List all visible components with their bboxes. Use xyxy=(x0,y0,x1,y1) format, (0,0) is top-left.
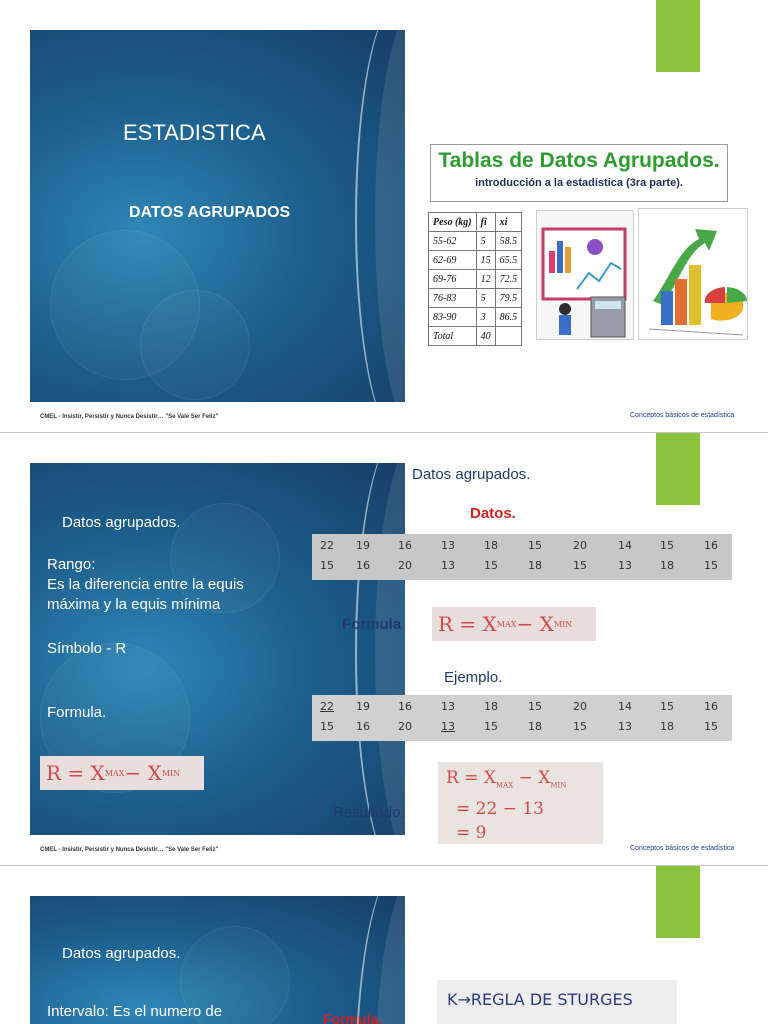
table-cell xyxy=(495,327,522,346)
formula-label: Formula. xyxy=(47,704,107,721)
intervalo-panel xyxy=(30,896,405,1024)
data-value: 15 xyxy=(320,720,334,733)
table-cell: 58.5 xyxy=(495,232,522,251)
image-banner xyxy=(430,144,728,202)
footer-motto: CMEL - Insistir, Persistir y Nunca Desistir… "Se Vale Ser Feliz" xyxy=(40,847,219,853)
data-value: 18 xyxy=(484,539,498,552)
formula-max: MAX xyxy=(495,781,514,790)
table-row xyxy=(429,232,522,251)
panel-heading: Datos agrupados. xyxy=(62,514,181,531)
formula-min: MIN xyxy=(161,768,181,778)
right-formula xyxy=(432,607,596,641)
data-value: 16 xyxy=(398,539,412,552)
data-value: 22 xyxy=(320,539,334,552)
data-value: 18 xyxy=(484,700,498,713)
table-cell: Total xyxy=(429,327,477,346)
green-tab xyxy=(656,433,700,505)
data-value: 13 xyxy=(441,700,455,713)
formula-mid: − X xyxy=(513,768,551,788)
table-row xyxy=(429,270,522,289)
table-header: fi xyxy=(476,213,495,232)
table-cell: 86.5 xyxy=(495,308,522,327)
ejemplo-label: Ejemplo. xyxy=(444,669,503,686)
data-value: 15 xyxy=(484,559,498,572)
whiteboard-clipart xyxy=(536,210,634,340)
formula-right-label: Formula xyxy=(342,616,402,633)
growth-chart-clipart xyxy=(638,208,748,340)
slide-2 xyxy=(0,433,768,865)
data-value: 19 xyxy=(356,539,370,552)
table-cell: 76-83 xyxy=(429,289,477,308)
data-value: 15 xyxy=(573,720,587,733)
data-value: 13 xyxy=(441,539,455,552)
table-header-row xyxy=(429,213,522,232)
table-cell: 5 xyxy=(476,232,495,251)
result-calculation xyxy=(438,762,603,844)
formula-label: Formula. xyxy=(323,1011,383,1024)
formula-max: MAX xyxy=(104,768,125,778)
data-value: 18 xyxy=(660,720,674,733)
formula-min: MIN xyxy=(550,781,567,790)
data-value: 14 xyxy=(618,539,632,552)
table-row xyxy=(429,327,522,346)
formula-lhs: R = X xyxy=(46,761,105,785)
table-cell: 3 xyxy=(476,308,495,327)
formula-mid: − X xyxy=(516,612,554,636)
data-value: 15 xyxy=(704,559,718,572)
slide-title: ESTADISTICA xyxy=(123,120,266,145)
sturges-note xyxy=(437,980,677,1024)
data-value: 16 xyxy=(704,700,718,713)
data-value: 15 xyxy=(660,539,674,552)
table-cell: 5 xyxy=(476,289,495,308)
data-value: 15 xyxy=(320,559,334,572)
data-value: 18 xyxy=(528,720,542,733)
rango-description: Es la diferencia entre la equis máxima y la equis mínima xyxy=(47,576,244,613)
slide-subtitle: DATOS AGRUPADOS xyxy=(129,204,291,221)
data-value: 13 xyxy=(441,720,455,733)
data-value: 15 xyxy=(484,720,498,733)
data-value: 15 xyxy=(528,700,542,713)
data-numbers xyxy=(312,534,732,580)
data-value: 13 xyxy=(618,720,632,733)
data-value: 15 xyxy=(704,720,718,733)
frequency-table xyxy=(428,212,522,346)
footer-topic: Conceptos básicos de estadística xyxy=(630,412,735,419)
data-value: 16 xyxy=(704,539,718,552)
data-value: 13 xyxy=(618,559,632,572)
rango-label: Rango: xyxy=(47,556,96,573)
datos-agrupados-image xyxy=(424,140,752,342)
data-value: 15 xyxy=(573,559,587,572)
table-cell: 83-90 xyxy=(429,308,477,327)
data-value: 16 xyxy=(356,720,370,733)
green-tab xyxy=(656,866,700,938)
result-line-1 xyxy=(446,766,595,797)
table-cell: 55-62 xyxy=(429,232,477,251)
sturges-text: K→REGLA DE STURGES xyxy=(447,990,633,1009)
data-value: 15 xyxy=(528,539,542,552)
table-header: xi xyxy=(495,213,522,232)
data-value: 14 xyxy=(618,700,632,713)
result-line-3: = 9 xyxy=(456,823,487,844)
result-line-2: = 22 − 13 xyxy=(456,799,544,820)
data-value: 18 xyxy=(528,559,542,572)
data-value: 16 xyxy=(356,559,370,572)
table-cell: 40 xyxy=(476,327,495,346)
right-title: Datos agrupados. xyxy=(412,466,531,483)
data-value: 22 xyxy=(320,700,334,713)
datos-label: Datos. xyxy=(470,505,516,522)
green-tab xyxy=(656,0,700,72)
formula-mid: − X xyxy=(124,761,162,785)
table-cell: 65.5 xyxy=(495,251,522,270)
growth-arrow-icon xyxy=(639,209,749,341)
slide-1 xyxy=(0,0,768,432)
data-value: 16 xyxy=(398,700,412,713)
data-value: 18 xyxy=(660,559,674,572)
footer-topic: Conceptos básicos de estadística xyxy=(630,845,735,852)
data-value: 15 xyxy=(660,700,674,713)
formula-min: MIN xyxy=(553,619,573,629)
panel-formula xyxy=(40,756,204,790)
data-value: 20 xyxy=(398,720,412,733)
table-cell: 69-76 xyxy=(429,270,477,289)
slide-3 xyxy=(0,866,768,1024)
simbolo-label: Símbolo - R xyxy=(47,640,127,657)
table-cell: 62-69 xyxy=(429,251,477,270)
whiteboard-chart-icon xyxy=(537,211,635,341)
formula-lhs: R = X xyxy=(438,612,497,636)
table-cell: 12 xyxy=(476,270,495,289)
table-row xyxy=(429,289,522,308)
example-numbers xyxy=(312,695,732,741)
data-value: 20 xyxy=(573,539,587,552)
panel-heading: Datos agrupados. xyxy=(62,945,181,962)
table-row xyxy=(429,308,522,327)
formula-max: MAX xyxy=(496,619,517,629)
table-cell: 72.5 xyxy=(495,270,522,289)
image-title: Tablas de Datos Agrupados. xyxy=(438,149,720,172)
intervalo-text: Intervalo: Es el numero de xyxy=(47,1003,223,1020)
data-value: 13 xyxy=(441,559,455,572)
image-subtitle: introducción a la estadística (3ra parte). xyxy=(475,177,683,189)
table-cell: 15 xyxy=(476,251,495,270)
table-cell: 79.5 xyxy=(495,289,522,308)
data-value: 20 xyxy=(573,700,587,713)
table-header: Peso (kg) xyxy=(429,213,477,232)
table-row xyxy=(429,251,522,270)
footer-motto: CMEL - Insistir, Persistir y Nunca Desistir… "Se Vale Ser Feliz" xyxy=(40,414,219,420)
resultado-label: Resultado. xyxy=(333,804,405,821)
title-panel xyxy=(30,30,405,402)
formula-lhs: R = X xyxy=(446,768,496,788)
data-value: 20 xyxy=(398,559,412,572)
data-value: 19 xyxy=(356,700,370,713)
